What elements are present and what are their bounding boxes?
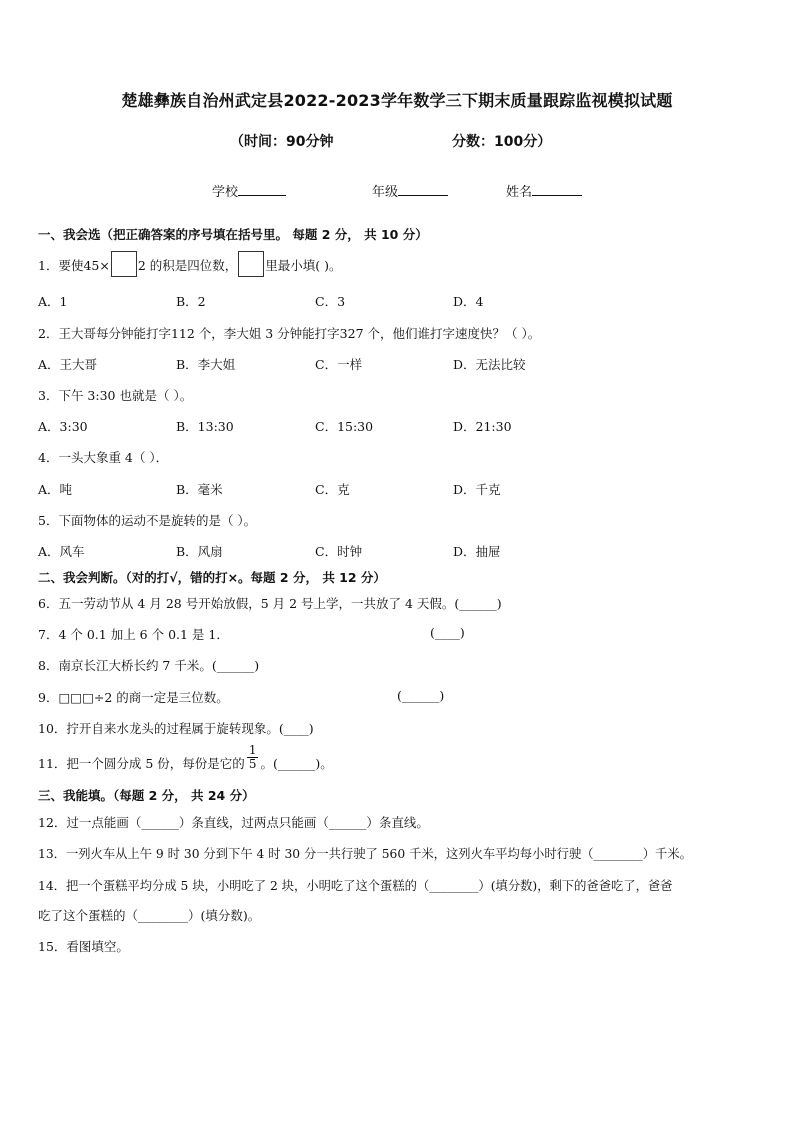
fraction-numerator: 1 [248,743,257,757]
q1-option-a[interactable]: A．1 [38,294,68,309]
question-14-line-1: 14．把一个蛋糕平均分成 5 块，小明吃了 2 块，小明吃了这个蛋糕的（________）(填分数)，剩下的爸爸吃了，爸爸 [38,879,673,893]
section-1-heading: 一、我会选（把正确答案的序号填在括号里。 每题 2 分， 共 10 分） [38,227,428,242]
answer-box[interactable] [238,251,264,277]
q7-answer-blank[interactable]: (____) [430,625,465,640]
q4-option-c[interactable]: C．克 [315,482,350,497]
school-label: 学校 [212,185,239,200]
fraction-denominator: 5 [248,757,257,771]
q5-option-c[interactable]: C．时钟 [315,544,363,559]
question-3: 3．下午 3:30 也就是（ ）。 [38,388,193,403]
name-blank[interactable] [532,183,582,196]
grade-field[interactable] [372,181,448,200]
question-6: 6．五一劳动节从 4 月 28 号开始放假，5 月 2 号上学，一共放了 4 天假。(______) [38,596,502,611]
q11-part-b: 。(______)。 [260,756,333,771]
q3-option-d[interactable]: D．21:30 [453,419,512,434]
question-1 [38,256,342,277]
question-5: 5．下面物体的运动不是旋转的是（ ）。 [38,513,257,528]
section-3-heading: 三、我能填。（每题 2 分， 共 24 分） [38,788,255,803]
answer-box[interactable] [111,251,137,277]
name-field[interactable] [506,181,582,200]
school-field[interactable] [212,181,286,200]
q1-part-a: 1．要使45× [38,258,110,273]
q11-part-a: 11．把一个圆分成 5 份，每份是它的 [38,756,245,771]
school-blank[interactable] [238,183,286,196]
section-2-heading: 二、我会判断。（对的打√，错的打×。每题 2 分， 共 12 分） [38,570,386,585]
fraction [247,744,259,771]
q2-option-b[interactable]: B．李大姐 [176,357,236,372]
name-label: 姓名 [506,185,533,200]
q5-option-b[interactable]: B．风扇 [176,544,223,559]
exam-score: 分数：100分） [452,134,552,150]
question-11 [38,743,333,772]
question-7: 7．4 个 0.1 加上 6 个 0.1 是 1． [38,627,229,642]
q2-option-c[interactable]: C．一样 [315,357,363,372]
q5-option-d[interactable]: D．抽屉 [453,544,501,559]
question-9: 9．□□□÷2 的商一定是三位数。 [38,690,229,705]
q1-option-d[interactable]: D．4 [453,294,484,309]
q4-option-d[interactable]: D．千克 [453,482,501,497]
q9-answer-blank[interactable]: (______) [397,688,445,703]
question-12: 12．过一点能画（______）条直线，过两点只能画（______）条直线。 [38,815,429,830]
grade-blank[interactable] [398,183,448,196]
question-10: 10．拧开自来水龙头的过程属于旋转现象。(____) [38,721,314,736]
q4-option-a[interactable]: A．吨 [38,482,73,497]
q4-option-b[interactable]: B．毫米 [176,482,223,497]
question-13: 13．一列火车从上午 9 时 30 分到下午 4 时 30 分一共行驶了 560 千米，这列火车平均每小时行驶（________）千米。 [38,847,692,861]
question-8: 8．南京长江大桥长约 7 千米。(______) [38,658,260,673]
q2-option-d[interactable]: D．无法比较 [453,357,526,372]
q1-option-b[interactable]: B．2 [176,294,206,309]
q3-option-b[interactable]: B．13:30 [176,419,234,434]
exam-title: 楚雄彝族自治州武定县2022-2023学年数学三下期末质量跟踪监视模拟试题 [121,91,673,110]
q1-part-b: 2 的积是四位数， [137,258,238,273]
grade-label: 年级 [372,185,399,200]
question-2: 2．王大哥每分钟能打字112 个，李大姐 3 分钟能打字327 个，他们谁打字速度快？（ ）。 [38,326,541,341]
q3-option-c[interactable]: C．15:30 [315,419,374,434]
question-14-line-2: 吃了这个蛋糕的（________）(填分数)。 [38,908,261,923]
q5-option-a[interactable]: A．风车 [38,544,85,559]
q1-part-c: 里最小填( )。 [265,258,342,273]
q3-option-a[interactable]: A．3:30 [38,419,88,434]
question-15: 15．看图填空。 [38,939,129,954]
question-4: 4．一头大象重 4（ ）． [38,450,169,465]
q2-option-a[interactable]: A．王大哥 [38,357,98,372]
exam-time: （时间：90分钟 [230,134,334,150]
q1-option-c[interactable]: C．3 [315,294,346,309]
